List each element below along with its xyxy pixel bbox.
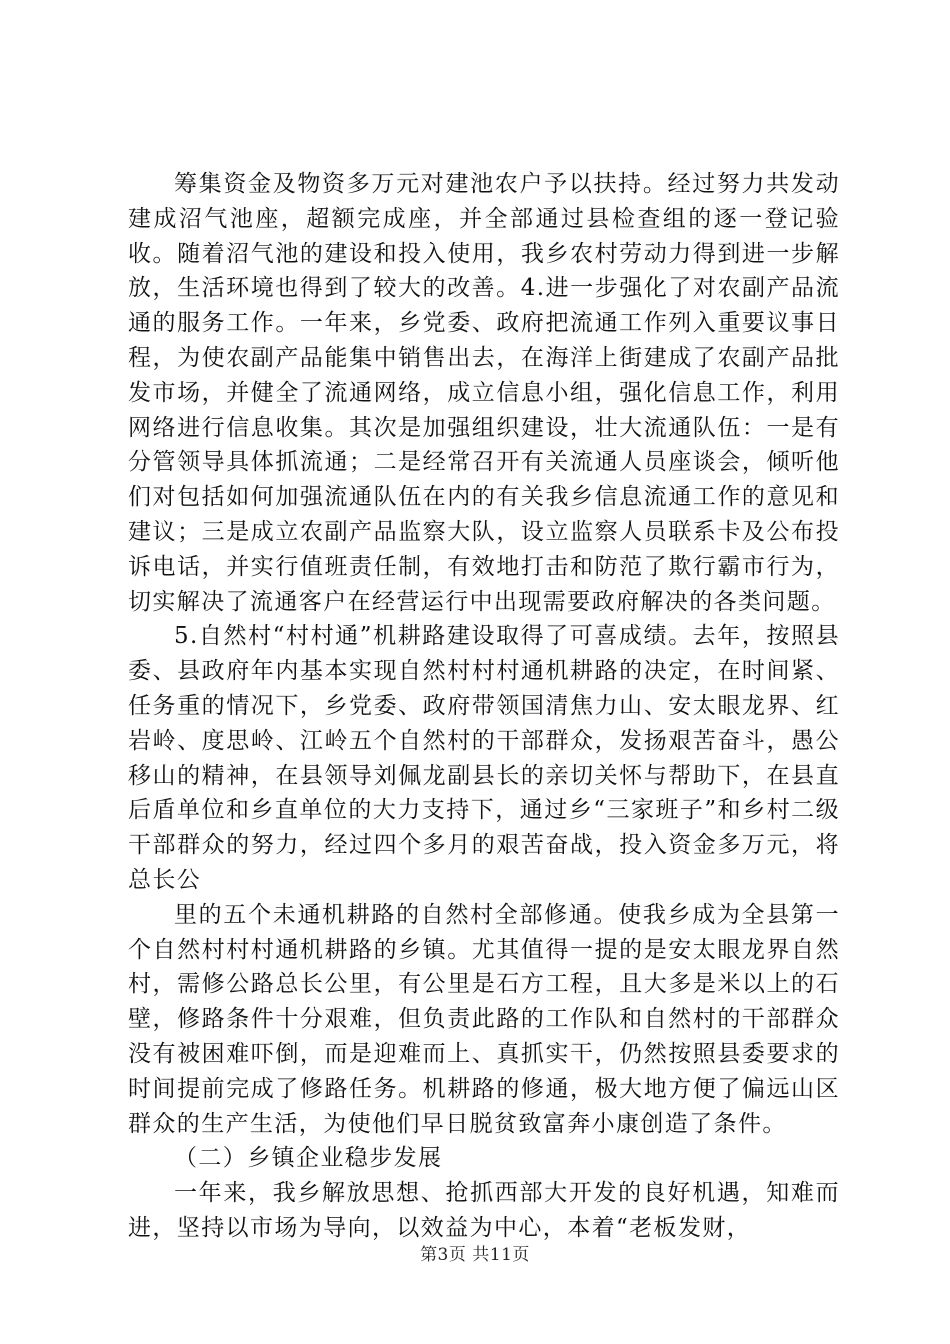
paragraph-village-roads: 5.自然村“村村通”机耕路建设取得了可喜成绩。去年，按照县委、县政府年内基本实现自然村村村通机耕路的决定，在时间紧、任务重的情况下，乡党委、政府带领国清焦力山、安太眼龙界、红岩岭、度思岭、江岭五个自然村的干部群众，发扬艰苦奋斗，愚公移山的精神，在县领导刘佩龙副县长的亲切关怀与帮助下，在县直后盾单位和乡直单位的大力支持下，通过乡“三家班子”和乡村二级干部群众的努力，经过四个多月的艰苦奋战，投入资金多万元，将总长公 xyxy=(128,623,840,893)
section-heading-township-enterprises: （二）乡镇企业稳步发展 xyxy=(174,1145,443,1172)
paragraph-road-completion: 里的五个未通机耕路的自然村全部修通。使我乡成为全县第一个自然村村村通机耕路的乡镇。尤其值得一提的是安太眼龙界自然村，需修公路总长公里，有公里是石方工程，且大多是米以上的石壁，修路条件十分艰难，但负责此路的工作队和自然村的干部群众没有被困难吓倒，而是迎难而上、真抓实干，仍然按照县委要求的时间提前完成了修路任务。机耕路的修通，极大地方便了偏远山区群众的生产生活，为使他们早日脱贫致富奔小康创造了条件。 xyxy=(128,901,840,1137)
paragraph-enterprises-intro: 一年来，我乡解放思想、抢抓西部大开发的良好机遇，知难而进，坚持以市场为导向，以效益为中心，本着“老板发财， xyxy=(128,1180,840,1241)
paragraph-biogas-and-circulation: 筹集资金及物资多万元对建池农户予以扶持。经过努力共发动建成沼气池座，超额完成座，并全部通过县检查组的逐一登记验收。随着沼气池的建设和投入使用，我乡农村劳动力得到进一步解放，生活环境也得到了较大的改善。4.进一步强化了对农副产品流通的服务工作。一年来，乡党委、政府把流通工作列入重要议事日程，为使农副产品能集中销售出去，在海洋上街建成了农副产品批发市场，并健全了流通网络，成立信息小组，强化信息工作，利用网络进行信息收集。其次是加强组织建设，壮大流通队伍：一是有分管领导具体抓流通；二是经常召开有关流通人员座谈会，倾听他们对包括如何加强流通队伍在内的有关我乡信息流通工作的意见和建议；三是成立农副产品监察大队，设立监察人员联系卡及公布投诉电话，并实行值班责任制，有效地打击和防范了欺行霸市行为，切实解决了流通客户在经营运行中出现需要政府解决的各类问题。 xyxy=(128,171,840,615)
page-number-footer: 第3页 共11页 xyxy=(420,1245,530,1265)
document-body xyxy=(128,167,840,1246)
